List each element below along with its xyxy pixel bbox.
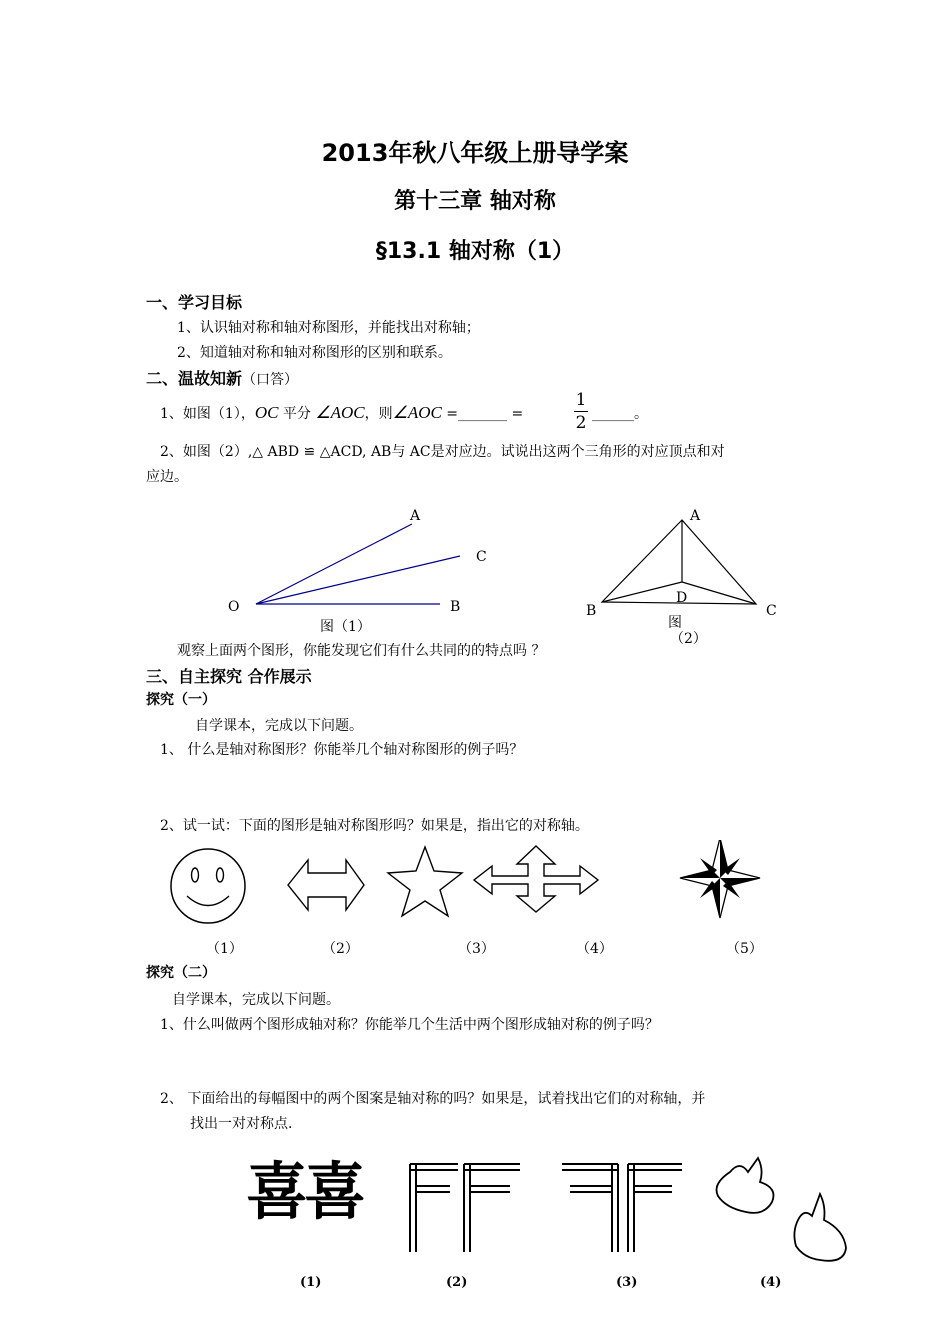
mirrored-f-pair-icon [562,1164,682,1252]
explore-1-question-1: 1、 什么是轴对称图形？你能举几个轴对称图形的例子吗？ [160,742,524,758]
double-arrow-icon [288,860,364,910]
compass-rose-icon [680,840,760,918]
figure-2-triangles [580,500,800,650]
symmetry-pairs-figures [400,1150,860,1290]
smiley-face-icon [171,849,245,923]
q1-end: ______。 [592,406,648,422]
figure-2-caption-num: （2） [670,631,707,647]
pair-label: (3) [616,1275,638,1290]
explore-1-intro: 自学课本，完成以下问题。 [195,718,363,734]
label-b: B [586,603,597,619]
xi-character-right: 喜 [304,1155,363,1228]
pair-label: (2) [446,1275,468,1290]
explore-2-intro: 自学课本，完成以下问题。 [172,992,340,1008]
ray-oc [256,556,460,604]
ray-oa [256,524,412,604]
segment-dc [682,582,756,604]
shape-label: （3） [458,941,495,957]
figure-1-caption: 图（1） [320,619,371,635]
label-a: A [410,508,421,524]
explore-heading: 三、自主探究 合作展示 [146,667,312,686]
observe-question: 观察上面两个图形，你能发现它们有什么共同的的特点吗 ？ [177,643,546,659]
chapter-title: 第十三章 轴对称 [394,189,556,214]
review-heading-line [146,366,298,389]
label-b: B [450,599,461,615]
fraction-one-half [574,390,588,433]
page-title: 2013年秋八年级上册导学案 [321,139,629,167]
q1-mid: 平分 [278,406,316,422]
explore-2-heading: 探究（二） [146,965,216,981]
objective-item: 1、认识轴对称和轴对称图形，并能找出对称轴； [177,320,480,336]
label-o: O [228,599,240,615]
q1-angle: ∠AOC [315,403,365,422]
review-question-2-cont: 应边。 [146,469,188,485]
label-a: A [690,508,701,524]
q1-oc: OC [254,403,279,422]
objective-item: 2、知道轴对称和轴对称图形的区别和联系。 [177,345,452,361]
review-question-2: 2、如图（2）,△ ABD ≌ △ACD, AB与 AC是对应边。试说出这两个三角形的对应顶点和对 [160,444,725,460]
explore-1-heading: 探究（一） [146,692,216,708]
fraction-bar [574,411,588,412]
figure-2-caption: 图 [668,615,682,631]
shape-label: （2） [322,941,359,957]
explore-2-question-2-cont: 找出一对对称点. [190,1116,293,1132]
pair-label: (4) [760,1275,782,1290]
q1-prefix: 1、如图（1）， [160,406,255,422]
review-question-1 [160,403,523,423]
label-c: C [766,603,777,619]
figure-1-angle [220,500,520,640]
fraction-denominator: 2 [575,413,587,433]
blob-shape-icon [717,1158,774,1213]
explore-2-question-2: 2、 下面给出的每幅图中的两个图案是轴对称的吗？如果是，试着找出它们的对称轴，并 [160,1091,706,1107]
symmetry-shapes-row [160,840,780,930]
explore-2-question-1: 1、什么叫做两个图形成轴对称？你能举几个生活中两个图形成轴对称的例子吗？ [160,1017,659,1033]
review-note: （口答） [242,372,299,388]
xi-character-left: 喜 [246,1155,305,1228]
xi-characters-pair [246,1142,362,1241]
explore-1-question-2: 2、试一试：下面的图形是轴对称图形吗？如果是，指出它的对称轴。 [160,818,589,834]
label-c: C [476,549,487,565]
q1-eq: =_______ = [441,406,524,422]
blob-shape-mirrored-icon [794,1194,846,1261]
q1-then: ，则 [364,406,393,422]
segment-bd [602,582,682,602]
star-icon [388,847,462,916]
f-pair-icon [410,1164,520,1252]
pair-label: (1) [300,1275,322,1290]
section-objectives-heading: 一、学习目标 [146,293,243,312]
shape-label: （1） [206,941,243,957]
shape-label: （5） [726,941,763,957]
section-title: §13.1 轴对称（1） [375,239,575,264]
review-heading: 二、温故知新 [146,369,243,388]
label-d: D [676,590,688,606]
shape-label: （4） [576,941,613,957]
four-way-arrow-icon [474,846,598,912]
fraction-numerator: 1 [575,390,587,410]
q1-angle2: ∠AOC [392,403,442,422]
